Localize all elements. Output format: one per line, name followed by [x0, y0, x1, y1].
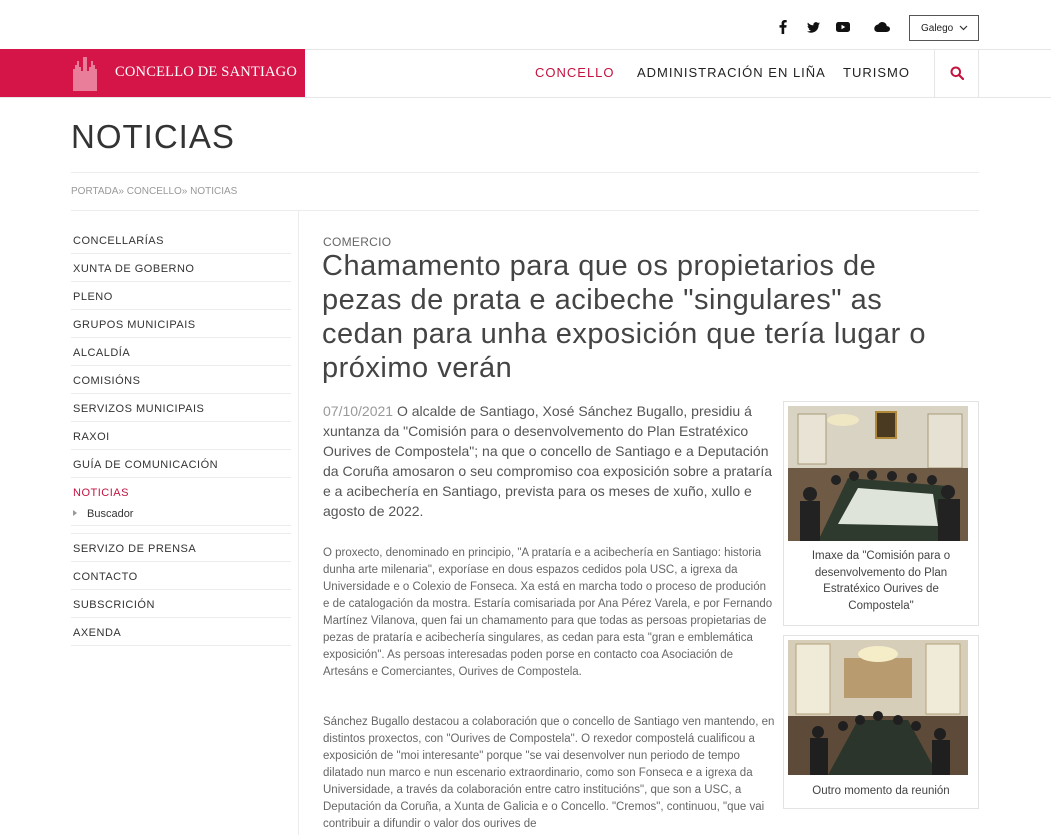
figure-caption: Imaxe da "Comisión para o desenvolvemento do Plan Estratéxico Ourives de Compostela" — [811, 550, 951, 612]
triangle-right-icon — [73, 510, 77, 516]
sidebar-nav — [71, 226, 291, 646]
sidebar-subitem-label: Buscador — [87, 508, 134, 520]
sidebar-item-xunta-de-goberno[interactable]: XUNTA DE GOBERNO — [71, 254, 291, 282]
meeting-photo[interactable] — [788, 640, 968, 775]
article-figure — [783, 401, 979, 626]
divider — [71, 210, 979, 211]
cloud-icon[interactable] — [873, 16, 891, 38]
sidebar-subitem-buscador[interactable] — [71, 506, 291, 526]
article-date: 07/10/2021 — [323, 403, 394, 419]
breadcrumb-separator: » — [118, 186, 124, 197]
search-button[interactable] — [934, 49, 979, 97]
sidebar-item-grupos-municipais[interactable]: GRUPOS MUNICIPAIS — [71, 310, 291, 338]
article-lead — [323, 401, 775, 521]
column-divider — [298, 211, 299, 835]
sidebar-item-alcaldia[interactable]: ALCALDÍA — [71, 338, 291, 366]
article-lead-text: O alcalde de Santiago, Xosé Sánchez Bugallo, presidiu á xuntanza da "Comisión para o desenvolvemento do Plan Estratéxico Ourives de Compostela"; na que o concello de Santiago e a Deputación da Coruña amosaron o seu compromiso coa exposición sobre a prataría e a acibechería en Santiago, prevista para os meses de xuño, xullo e agosto de 2022. — [323, 403, 773, 519]
breadcrumb-concello[interactable]: CONCELLO — [126, 186, 182, 197]
sidebar-item-guia-de-comunicacion[interactable]: GUÍA DE COMUNICACIÓN — [71, 450, 291, 478]
sidebar-item-raxoi[interactable]: RAXOI — [71, 422, 291, 450]
divider — [71, 172, 979, 173]
site-logo[interactable] — [0, 49, 305, 97]
breadcrumb-portada[interactable]: PORTADA — [71, 186, 119, 197]
sidebar-item-servizo-de-prensa[interactable]: SERVIZO DE PRENSA — [71, 534, 291, 562]
sidebar-item-subscricion[interactable]: SUBSCRICIÓN — [71, 590, 291, 618]
chevron-down-icon — [959, 23, 968, 32]
search-icon — [950, 66, 964, 80]
twitter-icon[interactable] — [805, 16, 821, 38]
breadcrumb-separator: » — [181, 186, 188, 197]
main-header — [0, 49, 1051, 98]
article-paragraph: O proxecto, denominado en principio, "A prataría e a acibechería en Santiago: historia dunha arte milenaria", exporíase en dous espazos cedidos pola USC, a igrexa da Universidade e o Colexio de Fonseca. Xa está en marcha todo o proceso de produción e de catalogación da mostra. Estaría comisariada por Ana Pérez Varela, e por Fernando Martínez Vilanova, quen fai un chamamento para que todas as persoas propietarias de pezas de prataría e acibechería singulares, as cedan para esta "gran e emblemática exposición". As persoas interesadas poden porse en contacto coa Asociación de Artesáns e Comerciantes, Ourives de Compostela. — [323, 547, 773, 678]
language-select-value: Galego — [921, 22, 954, 34]
breadcrumb-noticias[interactable]: NOTICIAS — [190, 186, 238, 197]
logo-text: CONCELLO DE SANTIAGO — [115, 64, 298, 80]
article-category: COMERCIO — [323, 235, 392, 249]
divider — [71, 526, 291, 534]
facebook-icon[interactable] — [776, 16, 790, 38]
figure-caption: Outro momento da reunión — [812, 785, 950, 797]
sidebar-item-axenda[interactable]: AXENDA — [71, 618, 291, 646]
sidebar-item-noticias[interactable]: NOTICIAS — [73, 487, 129, 499]
nav-administracion-en-linha[interactable]: ADMINISTRACIÓN EN LIÑA — [637, 65, 826, 80]
sidebar-item-pleno[interactable]: PLENO — [71, 282, 291, 310]
sidebar-item-concellarias[interactable]: CONCELLARÍAS — [71, 226, 291, 254]
youtube-icon[interactable] — [835, 16, 851, 38]
language-select[interactable] — [909, 15, 979, 41]
sidebar-item-contacto[interactable]: CONTACTO — [71, 562, 291, 590]
page-title: NOTICIAS — [71, 118, 235, 155]
sidebar-item-servizos-municipais[interactable]: SERVIZOS MUNICIPAIS — [71, 394, 291, 422]
article-headline: Chamamento para que os propietarios de pezas de prata e acibeche "singulares" as cedan para unha exposición que tería lugar o próximo verán — [322, 250, 927, 384]
top-bar — [0, 0, 1051, 50]
nav-turismo[interactable]: TURISMO — [843, 65, 910, 80]
sidebar-item-comisions[interactable]: COMISIÓNS — [71, 366, 291, 394]
article-paragraph: Sánchez Bugallo destacou a colaboración que o concello de Santiago ven mantendo, en distintos proxectos, con "Ourives de Compostela". O rexedor compostelá cualificou a exposición de "moi interesante" porque "se vai desenvolver nun periodo de tempo dilatado nun marco e nun escenario extraordinario, como son Fonseca e a igrexa da Universidade, a través da colaboración entre catro institucións", que son a USC, a Deputación da Coruña, a Xunta de Galicia e o Concello. "Cremos", continuou, "que vai contribuir a difundir o valor dos ourives de — [323, 716, 775, 830]
cathedral-logo-icon — [72, 55, 98, 91]
article-figure — [783, 635, 979, 809]
nav-concello[interactable]: CONCELLO — [535, 65, 615, 80]
meeting-photo[interactable] — [788, 406, 968, 541]
breadcrumb — [71, 186, 237, 197]
